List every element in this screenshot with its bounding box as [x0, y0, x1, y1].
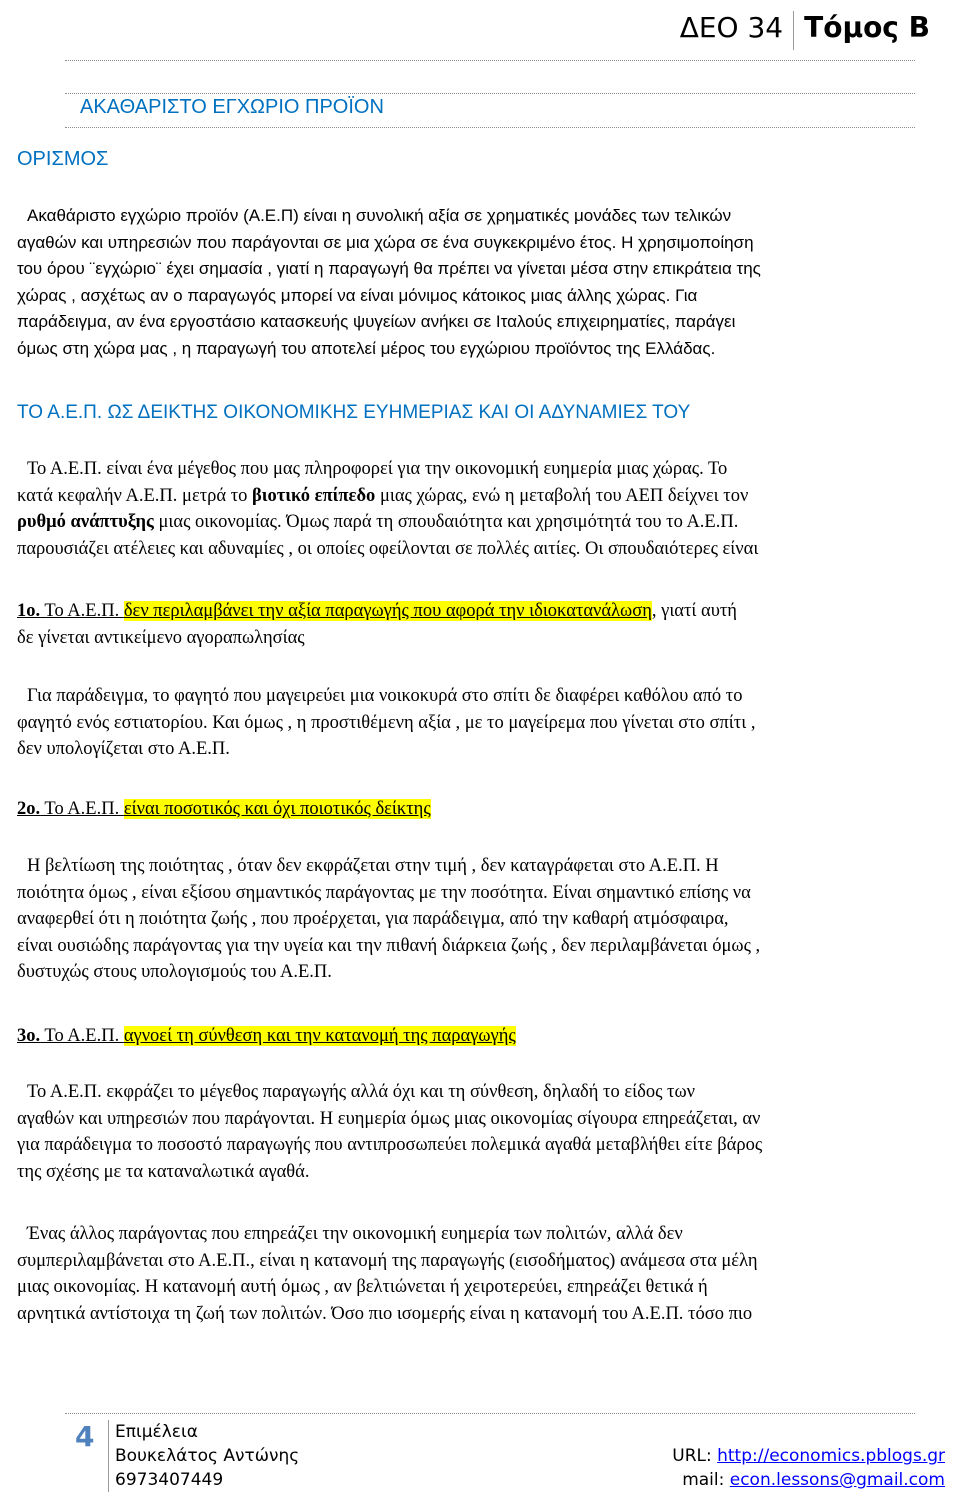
point-heading: 1ο. Το Α.Ε.Π. δεν περιλαμβάνει την αξία παραγωγής που αφορά την ιδιοκατανάλωση, γιατί αυτή — [17, 601, 737, 621]
text-line: μιας οικονομίας. Η κατανομή αυτή όμως , αν βελτιώνεται ή χειροτερεύει, επηρεάζει θετικά ή — [17, 1277, 708, 1297]
point-heading: 2ο. Το Α.Ε.Π. είναι ποσοτικός και όχι ποιοτικός δείκτης — [17, 799, 431, 819]
url-line: URL: http://economics.pblogs.gr — [672, 1446, 945, 1466]
paragraph-1 — [17, 683, 927, 763]
text-line: Ένας άλλος παράγοντας που επηρεάζει την οικονομική ευημερία των πολιτών, αλλά δεν — [27, 1224, 683, 1244]
footer-divider — [65, 1413, 915, 1414]
header-divider — [65, 60, 915, 61]
text-line: φαγητό ενός εστιατορίου. Και όμως , η προστιθέμενη αξία , με το μαγείρεμα που γίνεται στο σπίτι , — [17, 712, 756, 733]
text-line: Για παράδειγμα, το φαγητό που μαγειρεύει μια νοικοκυρά στο σπίτι δε διαφέρει καθόλου από το — [27, 686, 743, 706]
page-number: 4 — [75, 1420, 95, 1453]
bold-term: βιοτικό επίπεδο — [252, 485, 376, 506]
editor-info — [115, 1420, 299, 1492]
text-line: αρνητικά αντίστοιχα τη ζωή των πολιτών. Όσο πιο ισομερής είναι η κατανομή του Α.Ε.Π. τόσο πιο — [17, 1303, 753, 1324]
text-line: του όρου ¨εγχώριο¨ έχει σημασία , γιατί η παραγωγή θα πρέπει να γίνεται μέσα στην επικράτεια της — [17, 259, 761, 278]
text-line: χώρας , ασχέτως αν ο παραγωγός μπορεί να είναι μόνιμος κάτοικος μιας άλλης χώρας. Για — [17, 285, 698, 305]
text-line: όμως στη χώρα μας , η παραγωγή του αποτελεί μέρος του εγχώριου προϊόντος της Ελλάδας. — [17, 338, 716, 358]
text-line: συμπεριλαμβάνεται στο Α.Ε.Π., είναι η κατανομή της παραγωγής (εισοδήματος) ανάμεσα στα μέλη — [17, 1250, 758, 1271]
point-heading: 3ο. Το Α.Ε.Π. αγνοεί τη σύνθεση και την κατανομή της παραγωγής — [17, 1026, 516, 1046]
point-1 — [17, 598, 927, 651]
section-heading: ΤΟ Α.Ε.Π. ΩΣ ΔΕΙΚΤΗΣ ΟΙΚΟΝΟΜΙΚΗΣ ΕΥΗΜΕΡΙΑΣ ΚΑΙ ΟΙ ΑΔΥΝΑΜΙΕΣ ΤΟΥ — [17, 402, 691, 423]
text-line: για παράδειγμα το ποσοστό παραγωγής που αντιπροσωπεύει πολεμικά αγαθά μεταβλήθει είτε βάρος — [17, 1135, 763, 1155]
text-line: ποιότητα όμως , είναι εξίσου σημαντικός παράγοντας με την ποσότητα. Είναι σημαντικό επίσης να — [17, 882, 751, 903]
text-line: ρυθμό ανάπτυξης μιας οικονομίας. Όμως παρά τη σπουδαιότητα και χρησιμότητά του το Α.Ε.Π. — [17, 512, 739, 532]
footer-vertical-divider — [108, 1420, 109, 1492]
paragraph-4 — [17, 1221, 927, 1327]
email-link[interactable]: econ.lessons@gmail.com — [729, 1470, 945, 1490]
definition-heading: ΟΡΙΣΜΟΣ — [17, 148, 109, 170]
text-line: κατά κεφαλήν Α.Ε.Π. μετρά το βιοτικό επίπεδο μιας χώρας, ενώ η μεταβολή του ΑΕΠ δείχνει τον — [17, 485, 749, 506]
highlighted-text: αγνοεί τη σύνθεση και την κατανομή της παραγωγής — [123, 1026, 516, 1046]
point-number: 1ο. — [17, 601, 41, 621]
highlighted-text: είναι ποσοτικός και όχι ποιοτικός δείκτης — [123, 799, 431, 819]
text-line: δε γίνεται αντικείμενο αγοραπωλησίας — [17, 627, 305, 648]
volume-label: Τόμος Β — [804, 11, 930, 44]
page-title: ΑΚΑΘΑΡΙΣΤΟ ΕΓΧΩΡΙΟ ΠΡΟΪΟΝ — [80, 96, 384, 118]
contact-info — [672, 1444, 945, 1492]
intro-paragraph — [17, 456, 927, 562]
page-footer — [0, 1420, 960, 1492]
text-line: παράδειγμα, αν ένα εργοστάσιο κατασκευής ψυγείων ανήκει σε Ιταλούς επιχειρηματίες, παράγει — [17, 312, 736, 331]
point-2 — [17, 796, 927, 823]
page-header — [680, 0, 930, 50]
point-number: 2ο. — [17, 799, 41, 819]
text-line: παρουσιάζει ατέλειες και αδυναμίες , οι οποίες οφείλονται σε πολλές αιτίες. Οι σπουδαιότερες είναι — [17, 538, 759, 559]
text-line: αναφερθεί ότι η ποιότητα ζωής , που προέρχεται, για παράδειγμα, από την καθαρή ατμόσφαιρα, — [17, 909, 729, 929]
text-line: Ακαθάριστο εγχώριο προϊόν (Α.Ε.Π) είναι η συνολική αξία σε χρηματικές μονάδες των τελικών — [27, 206, 732, 225]
editor-phone: 6973407449 — [115, 1470, 224, 1490]
point-3 — [17, 1023, 927, 1050]
text-line: Το Α.Ε.Π. εκφράζει το μέγεθος παραγωγής αλλά όχι και τη σύνθεση, δηλαδή το είδος των — [27, 1082, 696, 1102]
text-line: αγαθών και υπηρεσιών που παράγονται. Η ευημερία όμως μιας οικονομίας σίγουρα επηρεάζεται, αν — [17, 1108, 761, 1129]
editor-name: Βουκελάτος Αντώνης — [115, 1446, 300, 1466]
text-line: είναι ουσιώδης παράγοντας για την υγεία και την πιθανή διάρκεια ζωής , δεν περιλαμβάνεται όμως , — [17, 935, 761, 956]
divider — [65, 93, 915, 94]
paragraph-3 — [17, 1079, 927, 1185]
text-line: Το Α.Ε.Π. είναι ένα μέγεθος που μας πληροφορεί για την οικονομική ευημερία μιας χώρας. Το — [27, 459, 728, 479]
definition-paragraph — [17, 203, 927, 362]
editor-label: Επιμέλεια — [115, 1422, 198, 1442]
website-link[interactable]: http://economics.pblogs.gr — [717, 1446, 945, 1466]
text-line: της σχέσης με τα καταναλωτικά αγαθά. — [17, 1161, 310, 1182]
course-code: ΔΕΟ 34 — [680, 11, 794, 50]
text-line: δυστυχώς στους υπολογισμούς του Α.Ε.Π. — [17, 962, 332, 982]
point-number: 3ο. — [17, 1026, 41, 1046]
text-line: αγαθών και υπηρεσιών που παράγονται σε μια χώρα σε ένα συγκεκριμένο έτος. Η χρησιμοποίηση — [17, 232, 754, 252]
bold-term: ρυθμό ανάπτυξης — [17, 512, 154, 532]
divider — [65, 127, 915, 128]
mail-line: mail: econ.lessons@gmail.com — [682, 1470, 945, 1490]
text-line: δεν υπολογίζεται στο Α.Ε.Π. — [17, 739, 230, 759]
paragraph-2 — [17, 853, 927, 986]
text-line: Η βελτίωση της ποιότητας , όταν δεν εκφράζεται στην τιμή , δεν καταγράφεται στο Α.Ε.Π. Η — [27, 856, 719, 876]
highlighted-text: δεν περιλαμβάνει την αξία παραγωγής που αφορά την ιδιοκατανάλωση — [123, 601, 652, 621]
